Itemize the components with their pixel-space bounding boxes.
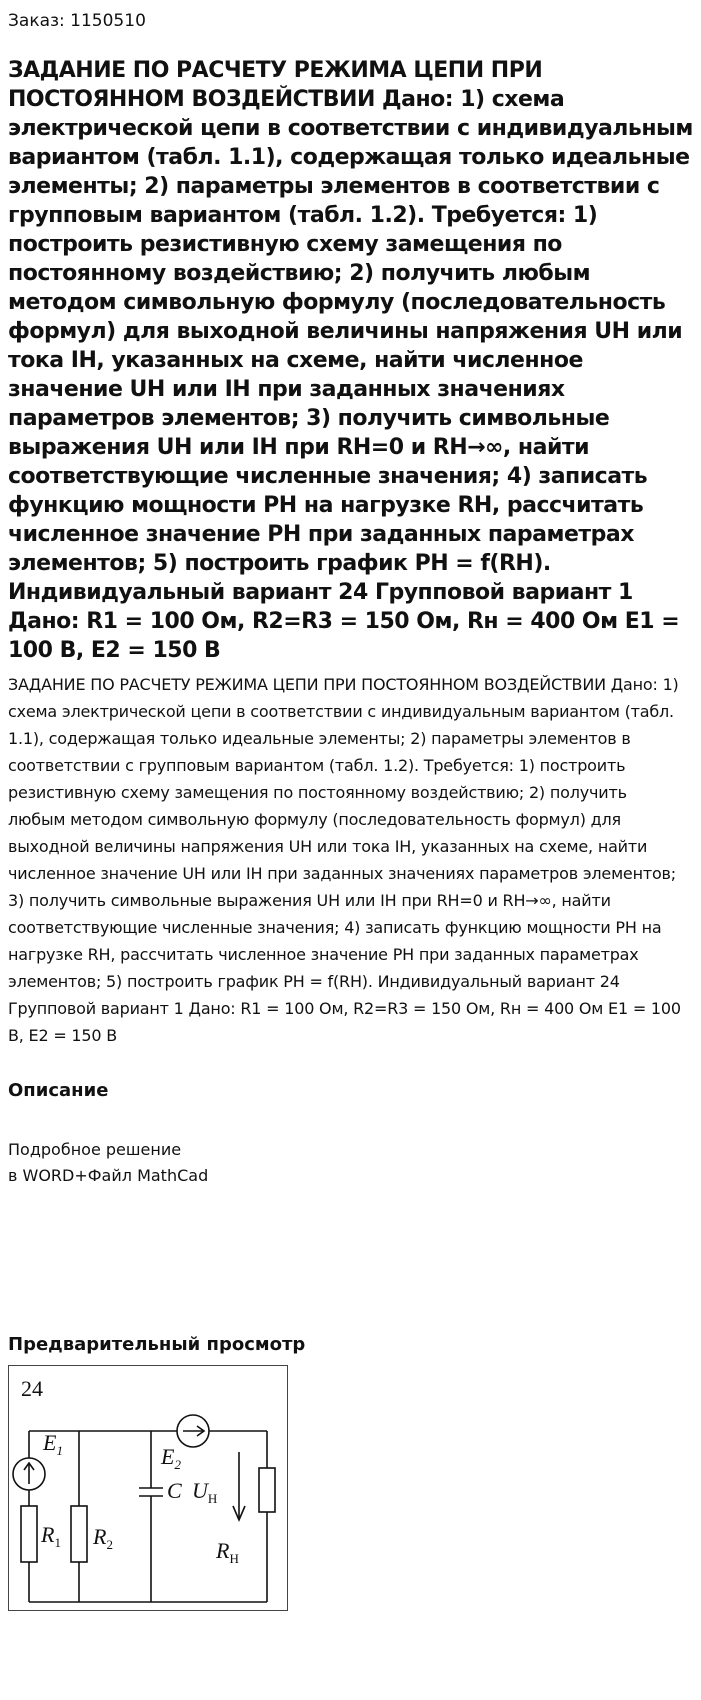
label-r1: $R_1$ [41,1522,61,1550]
label-r2: $R_2$ [93,1524,113,1552]
circuit-diagram [9,1366,287,1610]
task-title: ЗАДАНИЕ ПО РАСЧЕТУ РЕЖИМА ЦЕПИ ПРИ ПОСТОЯННОМ ВОЗДЕЙСТВИИ Дано: 1) схема электрической цепи в соответствии с индивидуальным вариантом (табл. 1.1), содержащая только идеальные элементы; 2) параметры элементов в соответствии с групповым вариантом (табл. 1.2). Требуется: 1) построить резистивную схему замещения по постоянному воздействию; 2) получить любым методом символьную формулу (последовательность формул) для выходной величины напряжения UН или тока IН, указанных на схеме, найти численное значение UН или IН при заданных значениях параметров элементов; 3) получить символьные выражения UН или IН при RН=0 и RН→∞, найти соответствующие численные значения; 4) записать функцию мощности PН на нагрузке RН, рассчитать численное значение PН при заданных параметрах элементов; 5) построить график PН = f(RН). Индивидуальный вариант 24 Групповой вариант 1 Дано: R1 = 100 Ом, R2=R3 = 150 Ом, Rн = 400 Ом E1 = 100 В, E2 = 150 В [8,58,693,663]
label-rh: $R_Н$ [216,1538,239,1566]
variant-number: 24 [21,1376,43,1401]
description-line: Подробное решение [8,1140,182,1159]
label-e1: $E_1$ [43,1430,63,1458]
description-line: в WORD+Файл MathCad [8,1166,209,1185]
description-heading: Описание [8,1080,109,1101]
label-capacitor: C [167,1478,182,1503]
order-number: Заказ: 1150510 [8,11,146,31]
description-body [8,1137,693,1189]
resistor-rh-icon [259,1468,275,1512]
label-uh: $U_Н$ [192,1478,218,1506]
preview-heading: Предварительный просмотр [8,1334,306,1355]
preview-image [8,1365,288,1611]
page [0,10,701,1611]
task-description: ЗАДАНИЕ ПО РАСЧЕТУ РЕЖИМА ЦЕПИ ПРИ ПОСТОЯННОМ ВОЗДЕЙСТВИИ Дано: 1) схема электрической цепи в соответствии с индивидуальным вариантом (табл. 1.1), содержащая только идеальные элементы; 2) параметры элементов в соответствии с групповым вариантом (табл. 1.2). Требуется: 1) построить резистивную схему замещения по постоянному воздействию; 2) получить любым методом символьную формулу (последовательность формул) для выходной величины напряжения UН или тока IН, указанных на схеме, найти численное значение UН или IН при заданных значениях параметров элементов; 3) получить символьные выражения UН или IН при RН=0 и RН→∞, найти соответствующие численные значения; 4) записать функцию мощности PН на нагрузке RН, рассчитать численное значение PН при заданных параметрах элементов; 5) построить график PН = f(RН). Индивидуальный вариант 24 Групповой вариант 1 Дано: R1 = 100 Ом, R2=R3 = 150 Ом, Rн = 400 Ом E1 = 100 В, E2 = 150 В [8,675,681,1045]
resistor-r2-icon [71,1506,87,1562]
resistor-r1-icon [21,1506,37,1562]
label-e2: $E_2$ [161,1444,181,1472]
